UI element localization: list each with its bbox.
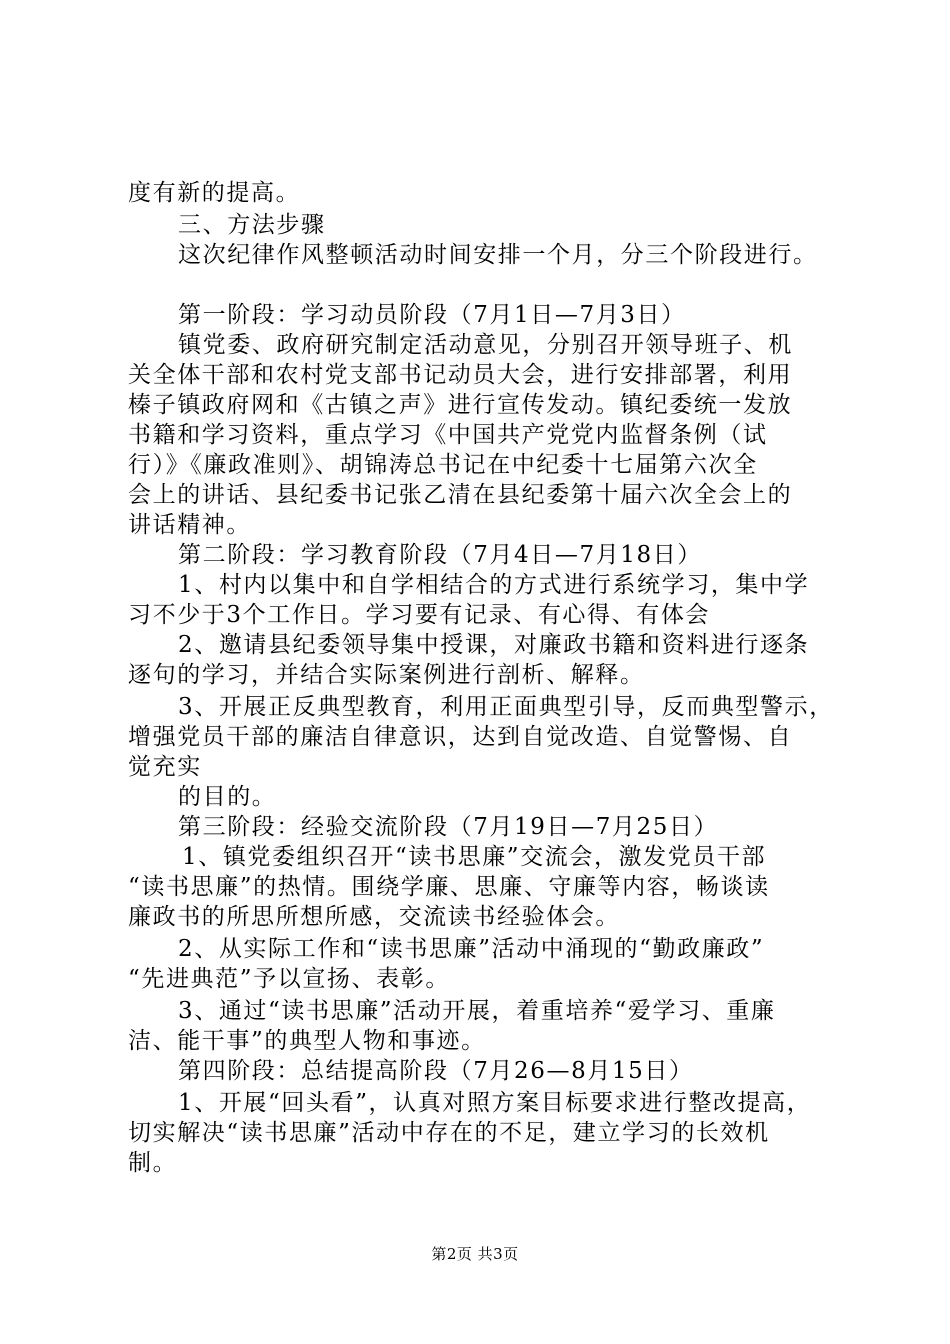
paragraph-line: “先进典范”予以宣扬、表彰。 — [128, 966, 450, 992]
paragraph-line: 1、镇党委组织召开“读书思廉”交流会，激发党员干部 — [182, 844, 767, 870]
stage-heading: 第二阶段：学习教育阶段（7月4日—7月18日） — [178, 542, 702, 568]
paragraph-line: 这次纪律作风整顿活动时间安排一个月，分三个阶段进行。 — [178, 242, 818, 268]
paragraph-line: 榛子镇政府网和《古镇之声》进行宣传发动。镇纪委统一发放 — [128, 392, 793, 418]
paragraph-line: 洁、能干事”的典型人物和事迹。 — [128, 1028, 486, 1054]
paragraph-line: 的目的。 — [178, 784, 277, 810]
paragraph-line: 度有新的提高。 — [128, 180, 301, 206]
paragraph-line: 会上的讲话、县纪委书记张乙清在县纪委第十届六次全会上的 — [128, 482, 793, 508]
paragraph-line: 切实解决“读书思廉”活动中存在的不足，建立学习的长效机 — [128, 1120, 770, 1146]
stage-heading: 第三阶段：经验交流阶段（7月19日—7月25日） — [178, 814, 719, 840]
paragraph-line: 2、邀请县纪委领导集中授课，对廉政书籍和资料进行逐条 — [178, 632, 810, 658]
paragraph-line: 逐句的学习，并结合实际案例进行剖析、解释。 — [128, 662, 645, 688]
section-heading: 三、方法步骤 — [178, 212, 326, 238]
stage-heading: 第四阶段：总结提高阶段（7月26—8月15日） — [178, 1058, 694, 1084]
paragraph-line: 廉政书的所思所想所感，交流读书经验体会。 — [128, 904, 620, 930]
paragraph-line: 书籍和学习资料，重点学习《中国共产党党内监督条例（试 — [128, 422, 768, 448]
paragraph-line: 3、开展正反典型教育，利用正面典型引导，反而典型警示， — [178, 694, 834, 720]
paragraph-line: 讲话精神。 — [128, 512, 251, 538]
paragraph-line: 关全体干部和农村党支部书记动员大会，进行安排部署，利用 — [128, 362, 793, 388]
paragraph-line: 3、通过“读书思廉”活动开展，着重培养“爱学习、重廉 — [178, 998, 776, 1024]
paragraph-line: 1、开展“回头看”，认真对照方案目标要求进行整改提高， — [178, 1090, 812, 1116]
page-number-footer: 第2页 共3页 — [431, 1245, 519, 1263]
paragraph-line: 1、村内以集中和自学相结合的方式进行系统学习，集中学 — [178, 572, 810, 598]
stage-heading: 第一阶段：学习动员阶段（7月1日—7月3日） — [178, 302, 686, 328]
paragraph-line: 镇党委、政府研究制定活动意见，分别召开领导班子、机 — [178, 332, 793, 358]
paragraph-line: 制。 — [128, 1150, 178, 1176]
paragraph-line: 行）》《廉政准则》、胡锦涛总书记在中纪委十七届第六次全 — [128, 452, 758, 478]
paragraph-line: 2、从实际工作和“读书思廉”活动中涌现的“勤政廉政” — [178, 936, 765, 962]
paragraph-line: 习不少于3个工作日。学习要有记录、有心得、有体会 — [128, 602, 711, 628]
paragraph-line: “读书思廉”的热情。围绕学廉、思廉、守廉等内容，畅谈读 — [128, 874, 770, 900]
paragraph-line: 增强党员干部的廉洁自律意识，达到自觉改造、自觉警惕、自 — [128, 724, 793, 750]
paragraph-line: 觉充实 — [128, 754, 202, 780]
